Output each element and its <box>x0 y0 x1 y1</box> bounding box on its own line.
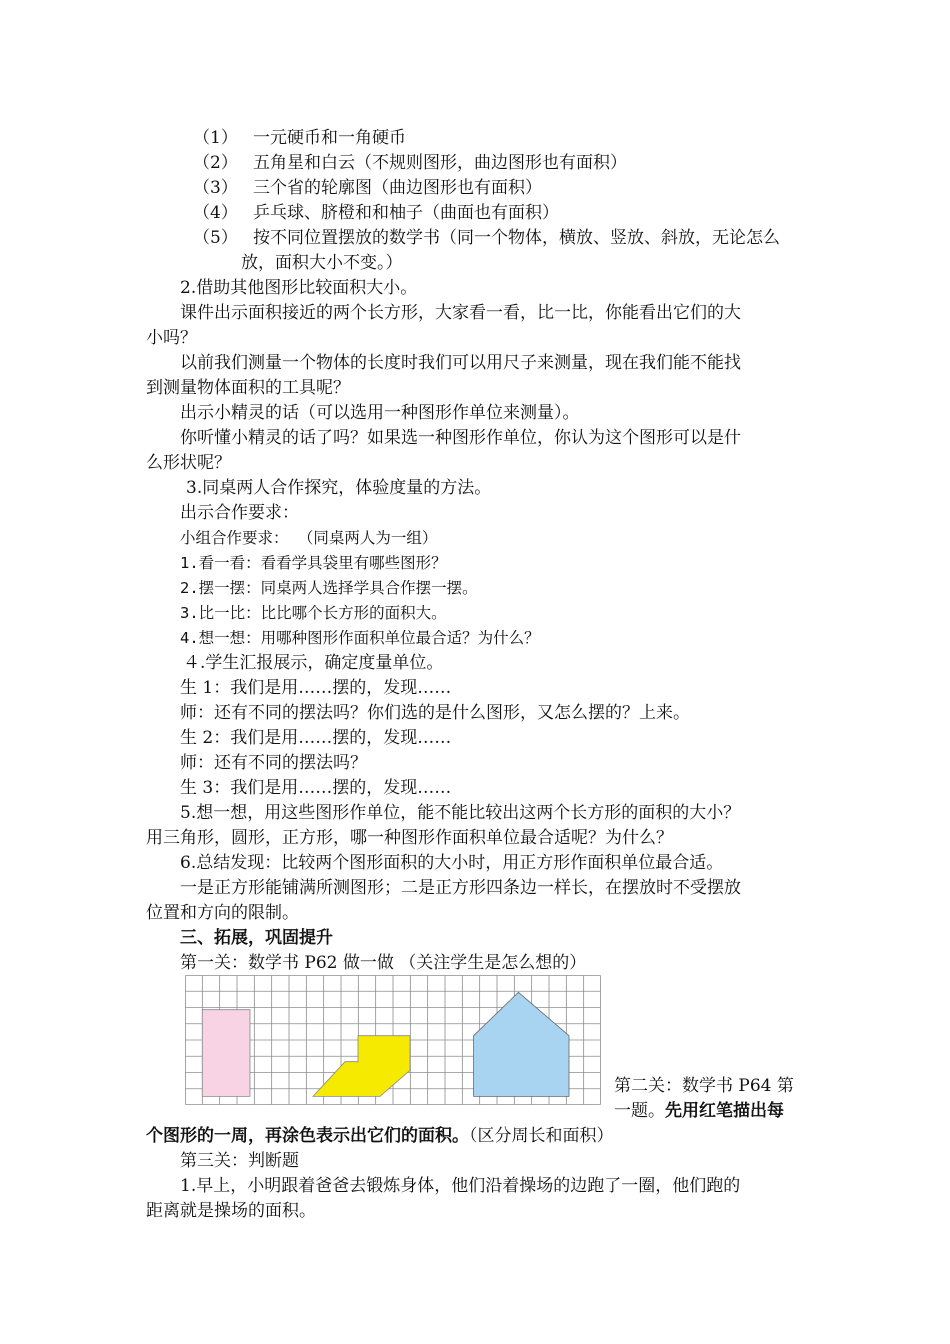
paragraph-line: 一是正方形能铺满所测图形；二是正方形四条边一样长，在摆放时不受摆放 <box>180 878 741 898</box>
paragraph-line: 出示小精灵的话（可以选用一种图形作单位来测量）。 <box>180 403 580 423</box>
requirement-item: 3.比一比：比比哪个长方形的面积大。 <box>180 604 447 622</box>
level-2-line-cont: 一题。先用红笔描出每 <box>614 1101 784 1121</box>
requirement-item: 1.看一看：看看学具袋里有哪些图形？ <box>180 554 447 572</box>
dialogue-line: 生 1：我们是用……摆的，发现…… <box>180 678 452 698</box>
section-heading-extension: 三、拓展，巩固提升 <box>180 928 333 948</box>
level-3-line: 第三关：判断题 <box>180 1151 299 1171</box>
dialogue-line: 师：还有不同的摆法吗？你们选的是什么图形，又怎么摆的？上来。 <box>180 703 690 723</box>
area-grid-figure <box>185 975 601 1105</box>
dialogue-line: 生 3：我们是用……摆的，发现…… <box>180 778 452 798</box>
level-2-line-end: 个图形的一周，再涂色表示出它们的面积。（区分周长和面积） <box>146 1126 614 1146</box>
paragraph-line: 5.想一想，用这些图形作单位，能不能比较出这两个长方形的面积的大小？ <box>180 803 741 823</box>
list-item-5: （5） 按不同位置摆放的数学书（同一个物体，横放、竖放、斜放，无论怎么 <box>193 228 780 248</box>
list-item-5-cont: 放，面积大小不变。） <box>241 253 403 273</box>
requirement-item: 2.摆一摆：同桌两人选择学具合作摆一摆。 <box>180 579 478 597</box>
paragraph-line: 用三角形，圆形，正方形，哪一种图形作面积单位最合适呢？为什么？ <box>146 828 673 848</box>
blue-house-shape <box>474 992 569 1096</box>
level-1-line: 第一关：数学书 P62 做一做 （关注学生是怎么想的） <box>180 953 587 973</box>
pink-rectangle-shape <box>202 1010 250 1097</box>
level-2-line-start: 第二关：数学书 P64 第 <box>614 1076 794 1096</box>
yellow-parallelogram-shape <box>313 1036 410 1097</box>
paragraph-line: 位置和方向的限制。 <box>146 903 299 923</box>
judgement-question-1: 1.早上，小明跟着爸爸去锻炼身体，他们沿着操场的边跑了一圈，他们跑的 <box>180 1176 741 1196</box>
paragraph-line: 课件出示面积接近的两个长方形，大家看一看，比一比，你能看出它们的大 <box>180 303 741 323</box>
paragraph-line: 6.总结发现：比较两个图形面积的大小时，用正方形作面积单位最合适。 <box>180 853 724 873</box>
dialogue-line: 生 2：我们是用……摆的，发现…… <box>180 728 452 748</box>
dialogue-line: 师：还有不同的摆法吗？ <box>180 753 367 773</box>
group-requirement-title: 小组合作要求： （同桌两人为一组） <box>180 529 438 547</box>
paragraph-line: 以前我们测量一个物体的长度时我们可以用尺子来测量，现在我们能不能找 <box>180 353 741 373</box>
paragraph-line: 你听懂小精灵的话了吗？如果选一种图形作单位，你认为这个图形可以是什 <box>180 428 741 448</box>
paragraph-line: 小吗？ <box>146 328 197 348</box>
section-2-heading: 2.借助其他图形比较面积大小。 <box>180 278 418 298</box>
list-item-3: （3） 三个省的轮廓图（曲边图形也有面积） <box>193 178 542 198</box>
section-4-heading: ４.学生汇报展示，确定度量单位。 <box>183 653 444 673</box>
list-item-2: （2） 五角星和白云（不规则图形，曲边图形也有面积） <box>193 153 627 173</box>
paragraph-line: 出示合作要求： <box>180 503 299 523</box>
list-item-1: （1） 一元硬币和一角硬币 <box>193 128 406 148</box>
section-3-heading: 3.同桌两人合作探究，体验度量的方法。 <box>186 478 492 498</box>
paragraph-line: 到测量物体面积的工具呢？ <box>146 378 350 398</box>
judgement-question-1-cont: 距离就是操场的面积。 <box>146 1201 316 1221</box>
paragraph-line: 么形状呢？ <box>146 453 231 473</box>
requirement-item: 4.想一想：用哪种图形作面积单位最合适？为什么？ <box>180 629 540 647</box>
list-item-4: （4） 乒乓球、脐橙和和柚子（曲面也有面积） <box>193 203 559 223</box>
